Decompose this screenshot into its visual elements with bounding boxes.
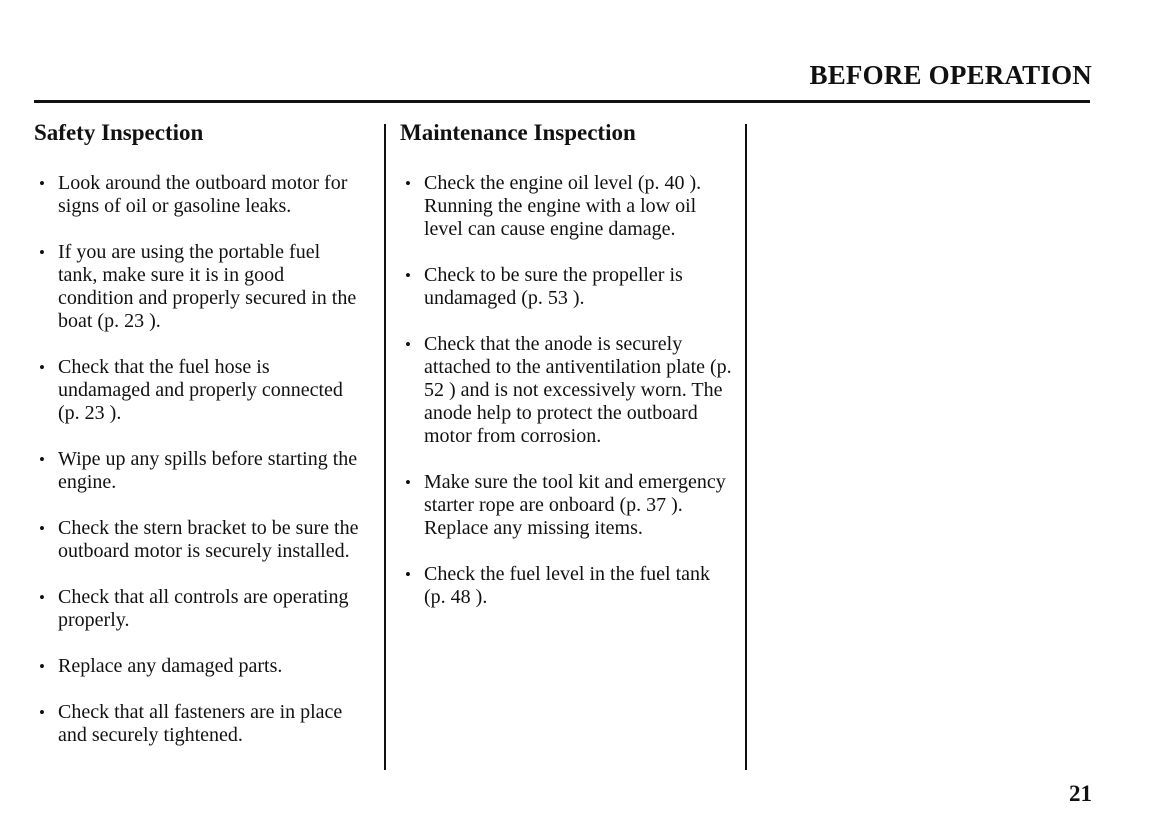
- list-item: • Check that the fuel hose is undamaged and properly connected (p. 23 ).: [34, 356, 364, 425]
- list-item: • Check the fuel level in the fuel tank (p. 48 ).: [400, 563, 735, 609]
- maintenance-inspection-heading: Maintenance Inspection: [400, 120, 636, 145]
- safety-inspection-column: [34, 120, 364, 770]
- list-item: • If you are using the portable fuel tank, make sure it is in good condition and properly secured in the boat (p. 23 ).: [34, 241, 364, 333]
- maintenance-inspection-column: [400, 120, 735, 632]
- list-item: • Check the stern bracket to be sure the outboard motor is securely installed.: [34, 517, 364, 563]
- list-item: • Replace any damaged parts.: [34, 655, 364, 678]
- list-item: • Check that all controls are operating properly.: [34, 586, 364, 632]
- header-divider: [34, 100, 1090, 103]
- section-title: BEFORE OPERATION: [809, 60, 1092, 90]
- list-item: • Check to be sure the propeller is undamaged (p. 53 ).: [400, 264, 735, 310]
- page-number: 21: [1069, 781, 1092, 806]
- safety-inspection-list: [34, 172, 364, 747]
- column-divider: [384, 124, 386, 770]
- list-item: • Make sure the tool kit and emergency starter rope are onboard (p. 37 ). Replace any missing items.: [400, 471, 735, 540]
- list-item: • Look around the outboard motor for signs of oil or gasoline leaks.: [34, 172, 364, 218]
- list-item: • Wipe up any spills before starting the engine.: [34, 448, 364, 494]
- list-item: • Check the engine oil level (p. 40 ). Running the engine with a low oil level can cause engine damage.: [400, 172, 735, 241]
- list-item: • Check that the anode is securely attached to the antiventilation plate (p. 52 ) and is not excessively worn. The anode help to protect the outboard motor from corrosion.: [400, 333, 735, 448]
- list-item: • Check that all fasteners are in place and securely tightened.: [34, 701, 364, 747]
- column-divider: [745, 124, 747, 770]
- maintenance-inspection-list: [400, 172, 735, 609]
- safety-inspection-heading: Safety Inspection: [34, 120, 204, 145]
